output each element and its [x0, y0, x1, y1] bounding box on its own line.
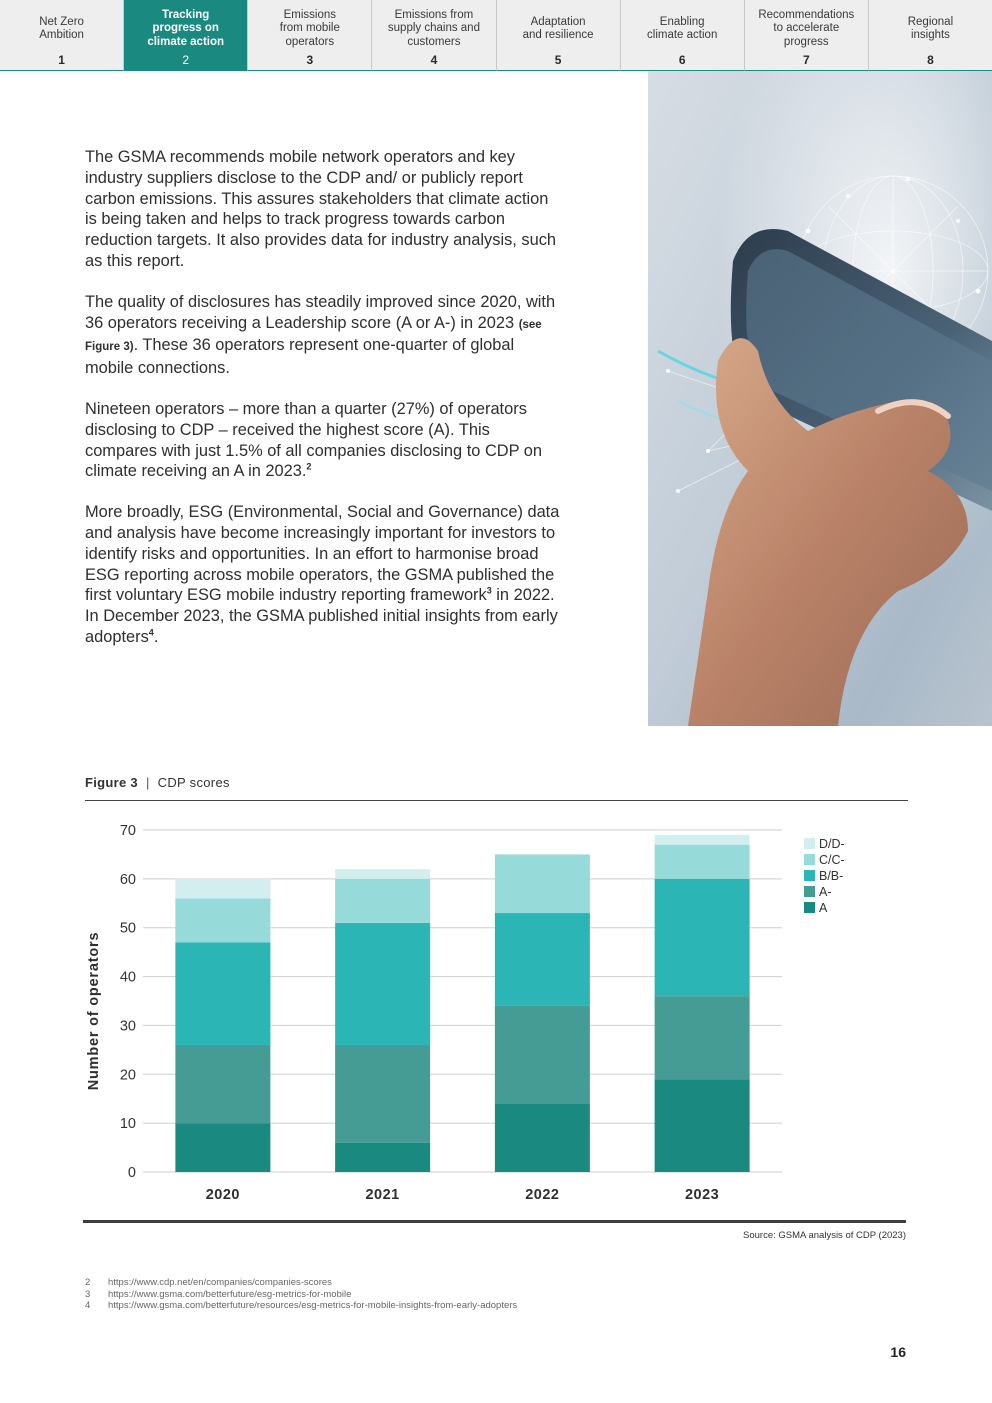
legend-swatch [804, 886, 815, 897]
footnote-number: 3 [85, 1288, 91, 1300]
figure-source: Source: GSMA analysis of CDP (2023) [743, 1230, 906, 1241]
legend-label: A [819, 901, 828, 915]
tab-label: Adaptation and resilience [522, 15, 594, 41]
bar-segment-a-2021 [335, 1143, 430, 1172]
paragraph-2 [85, 292, 560, 379]
figure-bottom-rule [83, 1220, 906, 1223]
paragraph-4-text-end: . [153, 627, 159, 646]
legend-label: A- [819, 885, 832, 899]
bar-segment-ddminus-2021 [335, 869, 430, 879]
tab-number: 7 [802, 53, 810, 67]
footnote-number: 4 [85, 1300, 91, 1311]
figure-divider [85, 800, 908, 801]
bar-segment-bbminus-2020 [175, 942, 270, 1045]
y-tick-label: 10 [119, 1116, 136, 1133]
footnote-ref-4[interactable]: 4 [148, 627, 154, 638]
paragraph-4-text: More broadly, ESG (Environmental, Social and Governance) data and analysis have become increasingly important for investors to identify risks and opportunities. In an effort to harmonise broad ESG reporting across mobile operators, the GSMA published the first voluntary ESG mobile industry reporting framework [85, 503, 560, 605]
tab-label: Tracking progress on climate action [147, 8, 225, 48]
bar-segment-ccminus-2021 [335, 879, 430, 923]
paragraph-3 [85, 399, 560, 482]
tab-number: 5 [554, 53, 562, 67]
bar-segment-bbminus-2022 [495, 913, 590, 1006]
figure-reference-link[interactable]: (see Figure 3) [85, 318, 542, 354]
x-tick-label: 2020 [205, 1187, 241, 1203]
figure-separator: | [145, 775, 150, 790]
tab-number: 3 [306, 53, 314, 67]
paragraph-2-text: The quality of disclosures has steadily improved since 2020, with 36 operators receiving a Leadership score (A or A-) in 2023 [85, 292, 556, 332]
tab-number: 4 [430, 53, 438, 67]
section-nav [0, 0, 992, 71]
tab-enabling-climate-action[interactable] [621, 0, 745, 71]
tab-label: Regional insights [907, 15, 954, 41]
phone-hand-illustration [648, 71, 992, 726]
bar-segment-aminus-2021 [335, 1045, 430, 1143]
footnotes [85, 1277, 517, 1312]
bar-segment-aminus-2023 [655, 996, 750, 1079]
tab-emissions-mobile-operators[interactable] [248, 0, 372, 71]
bar-segment-a-2022 [495, 1104, 590, 1172]
paragraph-4-text-mid: in 2022. In December 2023, the GSMA published initial insights from early adopters [85, 586, 558, 646]
bar-segment-a-2023 [655, 1079, 750, 1172]
legend-swatch [804, 870, 815, 881]
tab-regional-insights[interactable] [869, 0, 992, 71]
footnote-link[interactable]: https://www.cdp.net/en/companies/companies-scores [108, 1277, 332, 1288]
bar-segment-ddminus-2023 [655, 835, 750, 845]
footnote-ref-3[interactable]: 3 [486, 585, 492, 596]
paragraph-2-text-end: . These 36 operators represent one-quarter of global mobile connections. [85, 336, 515, 378]
body-text [85, 147, 560, 668]
hero-photo [648, 71, 992, 726]
tab-number: 6 [678, 53, 686, 67]
footnote-link[interactable]: https://www.gsma.com/betterfuture/resources/esg-metrics-for-mobile-insights-from-early-adopters [108, 1300, 518, 1311]
footnote-item [85, 1300, 517, 1312]
figure-title: CDP scores [157, 775, 230, 790]
footnote-number: 2 [85, 1277, 91, 1288]
paragraph-3-text: Nineteen operators – more than a quarter (27%) of operators disclosing to CDP – received the highest score (A). This compares with just 1.5% of all companies disclosing to CDP on climate receiving an A in 2023. [85, 399, 543, 481]
y-axis-ticks [120, 823, 136, 1181]
chart-bars [175, 835, 749, 1172]
y-axis-label: Number of operators [86, 931, 102, 1091]
tab-label: Enabling climate action [647, 15, 718, 41]
tab-number: 2 [182, 53, 190, 67]
footnote-ref-2[interactable]: 2 [306, 461, 312, 472]
bar-segment-ccminus-2023 [655, 845, 750, 879]
bar-segment-ddminus-2020 [175, 879, 270, 899]
legend-swatch [804, 838, 815, 849]
x-tick-label: 2023 [684, 1187, 720, 1203]
bar-segment-bbminus-2021 [335, 923, 430, 1045]
tab-recommendations[interactable] [745, 0, 869, 71]
legend-label: D/D- [819, 837, 845, 851]
bar-segment-bbminus-2023 [655, 879, 750, 996]
bar-segment-a-2020 [175, 1123, 270, 1172]
tab-tracking-progress[interactable] [124, 0, 248, 71]
x-tick-label: 2021 [365, 1187, 400, 1203]
y-tick-label: 30 [119, 1018, 136, 1035]
cdp-scores-chart [0, 810, 992, 1210]
tab-label: Net Zero Ambition [39, 15, 84, 41]
tab-label: Recommendations to accelerate progress [758, 8, 855, 48]
legend-swatch [804, 854, 815, 865]
y-tick-label: 50 [119, 920, 136, 937]
tab-label: Emissions from mobile operators [279, 8, 340, 48]
legend-swatch [804, 902, 815, 913]
paragraph-1: The GSMA recommends mobile network operators and key industry suppliers disclose to the CDP and/ or publicly report carbon emissions. This assures stakeholders that climate action is being taken and helps to track progress towards carbon reduction targets. It also provides data for industry analysis, such as this report. [85, 148, 557, 270]
bar-segment-ccminus-2022 [495, 854, 590, 913]
tab-label: Emissions from supply chains and customers [387, 8, 480, 48]
x-tick-label: 2022 [525, 1187, 560, 1203]
y-tick-label: 20 [119, 1067, 136, 1084]
bar-segment-aminus-2022 [495, 1006, 590, 1104]
tab-emissions-supply-chains[interactable] [372, 0, 496, 71]
tab-number: 8 [927, 53, 934, 67]
tab-number: 1 [58, 53, 65, 67]
paragraph-4 [85, 502, 560, 648]
footnote-link[interactable]: https://www.gsma.com/betterfuture/esg-metrics-for-mobile [108, 1288, 352, 1300]
figure-label: Figure 3 [85, 775, 138, 790]
bar-segment-aminus-2020 [175, 1045, 270, 1123]
y-tick-label: 60 [119, 871, 136, 888]
y-tick-label: 70 [119, 823, 136, 839]
legend-label: C/C- [819, 853, 845, 867]
chart-legend [804, 837, 845, 915]
bar-segment-ccminus-2020 [175, 898, 270, 942]
y-tick-label: 0 [127, 1165, 136, 1181]
footnote-item [85, 1289, 517, 1301]
figure-caption [85, 775, 230, 790]
tab-adaptation-resilience[interactable] [497, 0, 621, 71]
y-tick-label: 40 [119, 969, 136, 986]
legend-label: B/B- [819, 869, 844, 883]
footnote-item [85, 1277, 517, 1289]
x-axis-ticks [206, 1187, 720, 1203]
page-number: 16 [890, 1344, 906, 1360]
tab-net-zero-ambition[interactable] [0, 0, 124, 71]
